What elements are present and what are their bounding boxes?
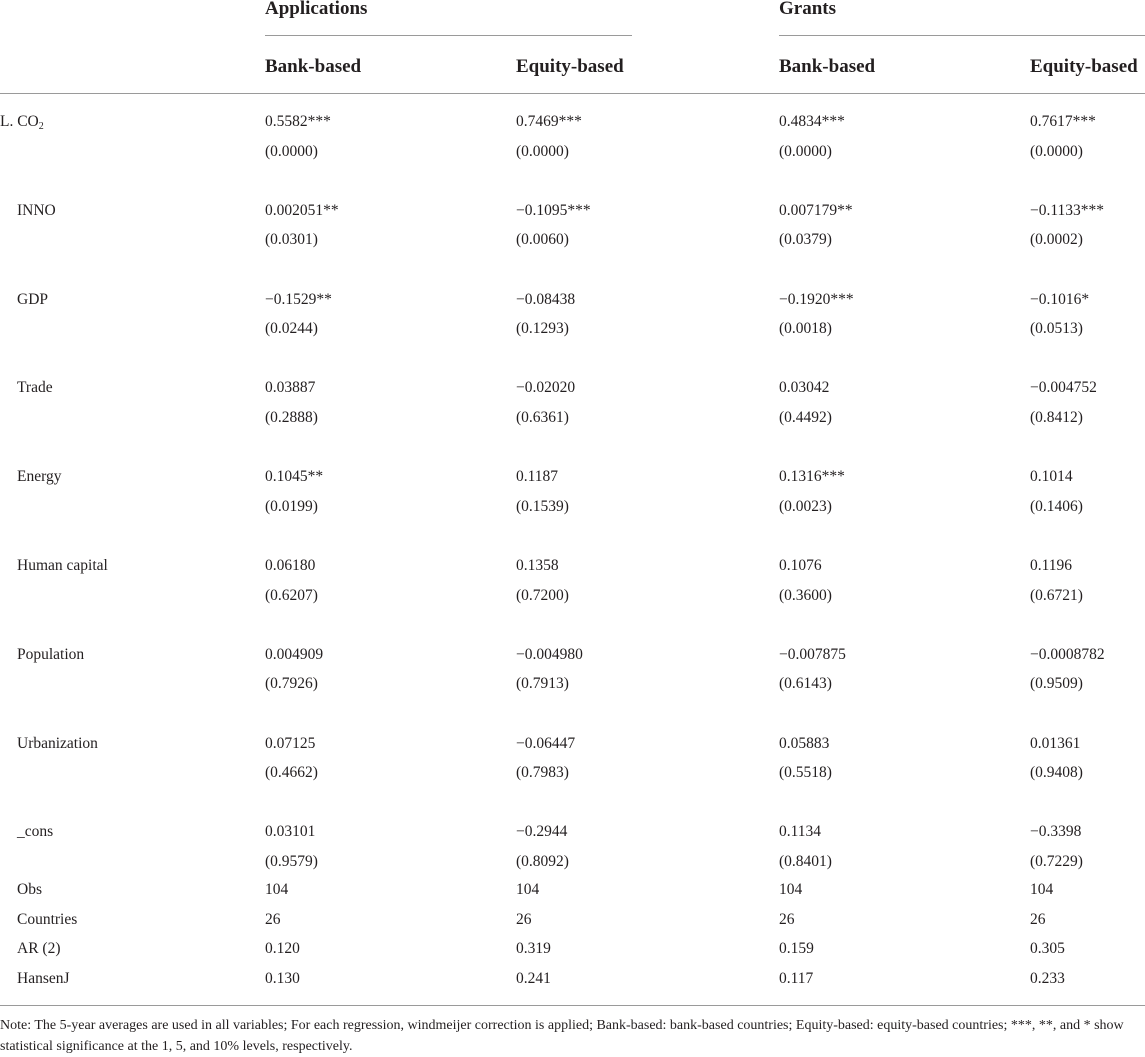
coef-cell: 0.7469*** xyxy=(516,113,582,130)
stat-cell: 26 xyxy=(516,910,532,928)
row-label-text: Population xyxy=(17,645,85,663)
coef-cell: 0.03042 xyxy=(779,379,830,397)
coef-cell: 0.1196 xyxy=(1030,557,1073,574)
row-label xyxy=(17,202,56,220)
stat-cell: 0.117 xyxy=(779,969,814,987)
stat-row-label: Obs xyxy=(17,881,42,898)
pvalue-cell: (0.9579) xyxy=(265,852,318,870)
pvalue-cell: (0.0000) xyxy=(516,142,569,160)
pvalue-cell: (0.9408) xyxy=(1030,764,1083,782)
header-rule xyxy=(0,93,1145,94)
coef-cell: −0.3398 xyxy=(1030,823,1082,841)
coef-cell: 0.1358 xyxy=(516,557,559,574)
coef-cell: 0.01361 xyxy=(1030,734,1081,752)
pvalue-cell: (0.8401) xyxy=(779,852,832,870)
pvalue-cell: (0.7200) xyxy=(516,586,569,604)
grants-rule xyxy=(779,35,1145,36)
pvalue-cell: (0.0513) xyxy=(1030,320,1083,338)
coef-cell: −0.1133*** xyxy=(1030,201,1105,219)
pvalue-cell: (0.6207) xyxy=(265,586,318,604)
pvalue-cell: (0.0018) xyxy=(779,320,832,338)
coef-cell: 0.4834*** xyxy=(779,113,845,130)
row-label-subscript: 2 xyxy=(38,121,44,132)
pvalue-cell: (0.0199) xyxy=(265,497,318,515)
coef-cell: −0.2944 xyxy=(516,823,568,841)
pvalue-cell: (0.4662) xyxy=(265,764,318,782)
coef-cell: 0.06180 xyxy=(265,557,316,574)
pvalue-cell: (0.1539) xyxy=(516,497,569,515)
coef-cell: 0.1134 xyxy=(779,823,822,841)
stat-cell: 0.305 xyxy=(1030,940,1065,957)
stat-cell: 104 xyxy=(265,881,289,898)
stat-cell: 0.159 xyxy=(779,940,814,957)
coef-cell: 0.1187 xyxy=(516,468,559,486)
pvalue-cell: (0.8092) xyxy=(516,852,569,870)
col-header-grants-bank: Bank-based xyxy=(779,56,876,77)
stat-row-label: HansenJ xyxy=(17,969,70,987)
pvalue-cell: (0.2888) xyxy=(265,408,318,426)
row-label xyxy=(17,468,61,486)
row-label-text: Urbanization xyxy=(17,734,98,752)
col-header-applications-equity: Equity-based xyxy=(516,56,624,77)
row-label xyxy=(17,379,53,397)
coef-cell: −0.1529** xyxy=(265,290,332,308)
pvalue-cell: (0.7926) xyxy=(265,675,318,693)
coef-cell: 0.03101 xyxy=(265,823,316,841)
stat-cell: 0.130 xyxy=(265,969,300,987)
row-label-text: L. CO xyxy=(0,113,39,130)
coef-cell: −0.08438 xyxy=(516,290,576,308)
row-label-text: Energy xyxy=(17,468,62,486)
row-label xyxy=(17,823,53,841)
pvalue-cell: (0.0000) xyxy=(265,142,318,160)
stat-cell: 104 xyxy=(1030,881,1054,898)
row-label xyxy=(17,735,98,753)
pvalue-cell: (0.7229) xyxy=(1030,852,1083,870)
group-header-grants: Grants xyxy=(779,0,836,19)
coef-cell: 0.1045** xyxy=(265,468,324,486)
coef-cell: −0.004752 xyxy=(1030,379,1097,397)
pvalue-cell: (0.6143) xyxy=(779,675,832,693)
coef-cell: 0.002051** xyxy=(265,201,339,219)
pvalue-cell: (0.6361) xyxy=(516,408,569,426)
coef-cell: −0.1016* xyxy=(1030,290,1090,308)
group-header-applications: Applications xyxy=(265,0,368,19)
coef-cell: 0.1076 xyxy=(779,557,822,574)
pvalue-cell: (0.7983) xyxy=(516,764,569,782)
row-label xyxy=(17,291,48,309)
pvalue-cell: (0.0002) xyxy=(1030,231,1083,249)
pvalue-cell: (0.1406) xyxy=(1030,497,1083,515)
row-label-text: INNO xyxy=(17,201,56,219)
pvalue-cell: (0.7913) xyxy=(516,675,569,693)
pvalue-cell: (0.6721) xyxy=(1030,586,1083,604)
stat-cell: 0.120 xyxy=(265,940,300,957)
coef-cell: 0.004909 xyxy=(265,645,324,663)
table-note: Note: The 5-year averages are used in all variables; For each regression, windmeijer correction is applied; Bank-based: bank-based countries; Equity-based: equity-based countries; ***, **, and * show statistical significance at the 1, 5, and 10% levels, respectively. xyxy=(0,1018,1124,1054)
row-label-text: Human capital xyxy=(17,557,108,574)
pvalue-cell: (0.1293) xyxy=(516,320,569,338)
pvalue-cell: (0.0060) xyxy=(516,231,569,249)
pvalue-cell: (0.3600) xyxy=(779,586,832,604)
row-label-text: Trade xyxy=(17,379,53,397)
pvalue-cell: (0.0000) xyxy=(1030,142,1083,160)
col-header-applications-bank: Bank-based xyxy=(265,56,362,77)
stat-cell: 0.319 xyxy=(516,940,551,957)
row-label-text: _cons xyxy=(17,823,54,841)
pvalue-cell: (0.0301) xyxy=(265,231,318,249)
applications-rule xyxy=(265,35,632,36)
row-label xyxy=(0,113,44,131)
bottom-rule xyxy=(0,1005,1145,1006)
coef-cell: 0.03887 xyxy=(265,379,316,397)
pvalue-cell: (0.0379) xyxy=(779,231,832,249)
stat-cell: 26 xyxy=(1030,910,1046,928)
row-label-text: GDP xyxy=(17,290,49,308)
coef-cell: −0.06447 xyxy=(516,734,576,752)
row-label xyxy=(17,557,108,575)
stat-cell: 26 xyxy=(779,910,795,928)
coef-cell: 0.7617*** xyxy=(1030,113,1096,130)
stat-cell: 26 xyxy=(265,910,281,928)
pvalue-cell: (0.0000) xyxy=(779,142,832,160)
coef-cell: 0.5582*** xyxy=(265,113,331,130)
pvalue-cell: (0.4492) xyxy=(779,408,832,426)
coef-cell: −0.007875 xyxy=(779,645,846,663)
stat-cell: 0.233 xyxy=(1030,969,1065,987)
row-label xyxy=(17,646,84,664)
coef-cell: 0.05883 xyxy=(779,734,830,752)
coef-cell: −0.0008782 xyxy=(1030,645,1105,663)
stat-cell: 104 xyxy=(779,881,803,898)
coef-cell: −0.1920*** xyxy=(779,290,854,308)
pvalue-cell: (0.0244) xyxy=(265,320,318,338)
pvalue-cell: (0.9509) xyxy=(1030,675,1083,693)
stat-row-label: AR (2) xyxy=(17,940,61,957)
coef-cell: −0.004980 xyxy=(516,645,583,663)
coef-cell: 0.007179** xyxy=(779,201,853,219)
coef-cell: 0.1014 xyxy=(1030,468,1073,486)
pvalue-cell: (0.8412) xyxy=(1030,408,1083,426)
stat-cell: 104 xyxy=(516,881,540,898)
stat-row-label: Countries xyxy=(17,910,78,928)
stat-cell: 0.241 xyxy=(516,969,551,987)
col-header-grants-equity: Equity-based xyxy=(1030,56,1138,77)
coef-cell: −0.1095*** xyxy=(516,201,591,219)
coef-cell: 0.07125 xyxy=(265,734,316,752)
coef-cell: 0.1316*** xyxy=(779,468,845,486)
pvalue-cell: (0.0023) xyxy=(779,497,832,515)
coef-cell: −0.02020 xyxy=(516,379,576,397)
pvalue-cell: (0.5518) xyxy=(779,764,832,782)
